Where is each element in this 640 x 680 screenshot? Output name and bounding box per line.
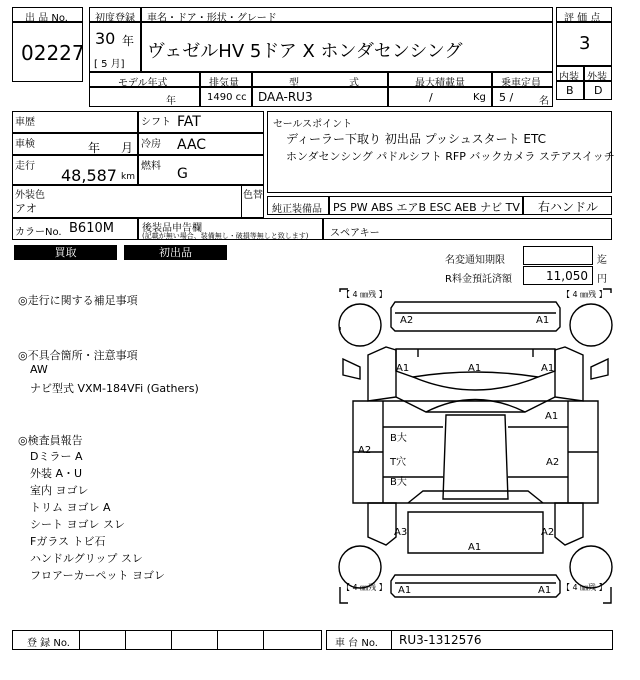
mark-rear-bumper-left: A1 bbox=[398, 585, 412, 596]
report-line: シート ヨゴレ スレ bbox=[30, 518, 125, 531]
exterior-label-cell bbox=[584, 66, 612, 81]
mark-fender-front-right: A1 bbox=[541, 363, 555, 374]
displacement-label: 排気量 bbox=[209, 78, 239, 89]
tire-depth-front-right: 【 4 ㎜残 】 bbox=[562, 290, 607, 299]
sales-point-label: セールスポイント bbox=[273, 119, 353, 130]
car-damage-diagram bbox=[338, 287, 613, 605]
ac-cell bbox=[138, 133, 264, 155]
wheel-rear-right-icon bbox=[570, 546, 612, 588]
registration-month: [ 5 月] bbox=[94, 59, 125, 70]
interior-label: 内装 bbox=[559, 72, 579, 83]
score-cell bbox=[556, 22, 612, 66]
fuel-cell bbox=[138, 155, 264, 185]
chassis-number-box bbox=[326, 630, 613, 650]
inspector-report-title: ◎検査員報告 bbox=[18, 434, 83, 447]
model-type: DAA-RU3 bbox=[258, 90, 313, 104]
mark-rear-bumper-right: A1 bbox=[538, 585, 552, 596]
car-name: ヴェゼルHV 5ドア X ホンダセンシング bbox=[147, 41, 463, 62]
year-unit: 年 bbox=[122, 34, 135, 48]
registration-label: 初度登録 bbox=[95, 13, 135, 24]
report-line: ハンドルグリップ スレ bbox=[30, 552, 143, 565]
mileage-label: 走行 bbox=[15, 161, 35, 172]
displacement-cell bbox=[200, 87, 252, 107]
capacity-label-cell bbox=[492, 72, 553, 87]
fuel-value: G bbox=[177, 166, 188, 182]
notice-deadline-box bbox=[523, 246, 593, 265]
divider bbox=[79, 631, 80, 649]
displacement: 1490 cc bbox=[207, 92, 247, 103]
interior-score-cell bbox=[556, 81, 584, 100]
registration-cell bbox=[89, 22, 141, 72]
load-label: 最大積載量 bbox=[415, 78, 465, 89]
history-cell bbox=[12, 111, 138, 133]
report-line: 外装 A・U bbox=[30, 467, 83, 480]
score-label: 評 価 点 bbox=[564, 13, 601, 24]
mark-quarter-right: A2 bbox=[541, 527, 555, 538]
sales-point-line-1: ディーラー下取り 初出品 プッシュスタート ETC bbox=[286, 132, 546, 146]
mark-fender-front-left: A1 bbox=[396, 363, 410, 374]
tire-depth-front-left: 【 4 ㎜残 】 bbox=[342, 290, 387, 299]
aftermarket-label: 後装品申告欄 bbox=[142, 223, 202, 234]
aftermarket-items-cell bbox=[323, 218, 612, 240]
model-year-unit: 年 bbox=[166, 96, 176, 107]
exterior-score-cell bbox=[584, 81, 612, 100]
model-year-cell bbox=[89, 87, 200, 107]
fuel-label: 燃料 bbox=[141, 161, 161, 172]
mark-roof-1: B大 bbox=[390, 433, 407, 444]
type-label: 型 bbox=[289, 78, 299, 89]
driving-notes-title: ◎走行に関する補足事項 bbox=[18, 294, 138, 307]
color-change-label: 色替 bbox=[243, 190, 263, 201]
registration-number-box bbox=[12, 630, 322, 650]
handle-cell bbox=[523, 196, 612, 215]
color-number-cell bbox=[12, 218, 138, 240]
registration-year: 30 bbox=[95, 29, 116, 48]
aftermarket-cell bbox=[138, 218, 323, 240]
type-label-cell bbox=[252, 72, 388, 87]
mileage-value: 48,587 bbox=[61, 166, 117, 185]
exterior-color: アオ bbox=[15, 202, 37, 215]
color-number-label: カラーNo. bbox=[15, 227, 62, 238]
capacity-value: 5 / bbox=[499, 91, 514, 104]
tire-depth-rear-left: 【 4 ㎜残 】 bbox=[342, 583, 387, 592]
overall-score: 3 bbox=[579, 33, 591, 54]
inspection-label: 車検 bbox=[15, 139, 35, 150]
recycle-fee-value: 11,050 bbox=[546, 269, 588, 283]
report-line: トリム ヨゴレ A bbox=[30, 501, 111, 514]
lot-label-cell bbox=[12, 7, 83, 22]
registration-number-label: 登 録 No. bbox=[27, 638, 70, 649]
load-unit: Kg bbox=[473, 92, 486, 103]
buy-badge: 買取 bbox=[14, 245, 117, 260]
lot-label: 出 品 No. bbox=[25, 13, 68, 24]
lot-number: 02227 bbox=[21, 41, 85, 65]
report-line: 室内 ヨゴレ bbox=[30, 484, 89, 497]
mark-hood: A1 bbox=[468, 363, 482, 374]
mark-quarter-left: A3 bbox=[394, 527, 408, 538]
car-name-label: 車名・ドア・形状・グレード bbox=[147, 13, 277, 24]
wheel-front-right-icon bbox=[570, 304, 612, 346]
report-line: フロアーカーペット ヨゴレ bbox=[30, 569, 165, 582]
mark-front-bumper-left: A2 bbox=[400, 315, 414, 326]
capacity-unit: 名 bbox=[539, 96, 549, 107]
divider bbox=[217, 631, 218, 649]
mileage-unit: km bbox=[121, 172, 135, 182]
exterior-color-label: 外装色 bbox=[15, 190, 45, 201]
score-label-cell bbox=[556, 7, 612, 22]
notice-deadline-unit: 迄 bbox=[597, 255, 607, 266]
defect-line-1: AW bbox=[30, 363, 48, 376]
capacity-cell bbox=[492, 87, 553, 107]
mark-side-left: A2 bbox=[358, 445, 372, 456]
divider bbox=[391, 631, 392, 649]
notice-deadline-label: 名変通知期限 bbox=[445, 255, 505, 266]
shift-cell bbox=[138, 111, 264, 133]
recycle-fee-label: R料金預託済額 bbox=[445, 274, 512, 285]
divider bbox=[125, 631, 126, 649]
load-cell bbox=[388, 87, 492, 107]
ac-value: AAC bbox=[177, 137, 207, 153]
wheel-front-left-icon bbox=[339, 304, 381, 346]
defect-notes-title: ◎不具合箇所・注意事項 bbox=[18, 349, 138, 362]
mark-roof-3: B大 bbox=[390, 477, 407, 488]
inspection-month: 月 bbox=[121, 141, 134, 155]
divider bbox=[171, 631, 172, 649]
shift-label: シフト bbox=[141, 117, 171, 128]
aftermarket-note: (記載が無い場合、装備無し・破損等無しと致します) bbox=[142, 232, 309, 240]
divider bbox=[263, 631, 264, 649]
divider bbox=[241, 185, 242, 218]
mark-side-right: A2 bbox=[546, 457, 560, 468]
equipment-label: 純正装備品 bbox=[272, 204, 322, 215]
recycle-fee-unit: 円 bbox=[597, 274, 607, 285]
tire-depth-rear-right: 【 4 ㎜残 】 bbox=[562, 583, 607, 592]
registration-label-cell bbox=[89, 7, 141, 22]
first-listing-badge: 初出品 bbox=[124, 245, 227, 260]
type-cell bbox=[252, 87, 388, 107]
model-year-label: モデル年式 bbox=[118, 78, 168, 89]
equipment-label-cell bbox=[267, 196, 329, 215]
ac-label: 冷房 bbox=[141, 139, 161, 150]
history-label: 車歴 bbox=[15, 117, 35, 128]
capacity-label: 乗車定員 bbox=[501, 78, 541, 89]
report-line: Fガラス トビ石 bbox=[30, 535, 106, 548]
defect-line-2: ナビ型式 VXM-184VFi (Gathers) bbox=[30, 382, 199, 395]
load-value: / bbox=[429, 91, 433, 104]
chassis-number: RU3-1312576 bbox=[399, 633, 482, 647]
shift-value: FAT bbox=[177, 114, 201, 130]
handle-side: 右ハンドル bbox=[538, 200, 599, 214]
exterior-color-cell bbox=[12, 185, 264, 218]
mark-roof-2: T穴 bbox=[390, 457, 407, 468]
interior-score: B bbox=[566, 84, 574, 97]
interior-label-cell bbox=[556, 66, 584, 81]
chassis-number-label: 車 台 No. bbox=[335, 638, 378, 649]
type-label-2: 式 bbox=[349, 78, 359, 89]
color-number: B610M bbox=[69, 221, 114, 236]
mark-door-front-right: A1 bbox=[545, 411, 559, 422]
sales-point-box bbox=[267, 111, 615, 193]
car-name-cell bbox=[141, 22, 553, 72]
lot-number-cell bbox=[12, 22, 83, 82]
report-line: Dミラー A bbox=[30, 450, 83, 463]
car-name-label-cell bbox=[141, 7, 553, 22]
mileage-cell bbox=[12, 155, 138, 185]
recycle-fee-box bbox=[523, 266, 593, 285]
spare-key: スペアキー bbox=[330, 228, 380, 239]
displacement-label-cell bbox=[200, 72, 252, 87]
inspection-year: 年 bbox=[88, 141, 101, 155]
sales-point-line-2: ホンダセンシング パドルシフト RFP バックカメラ ステアスイッチ bbox=[286, 150, 615, 163]
wheel-rear-left-icon bbox=[339, 546, 381, 588]
exterior-score: D bbox=[594, 84, 603, 97]
equipment-cell bbox=[329, 196, 523, 215]
load-label-cell bbox=[388, 72, 492, 87]
equipment-list: PS PW ABS エアB ESC AEB ナビ TV bbox=[333, 201, 520, 214]
inspection-cell bbox=[12, 133, 138, 155]
exterior-label: 外装 bbox=[587, 72, 607, 83]
mark-trunk: A1 bbox=[468, 542, 482, 553]
mark-front-bumper-right: A1 bbox=[536, 315, 550, 326]
model-year-label-cell bbox=[89, 72, 200, 87]
